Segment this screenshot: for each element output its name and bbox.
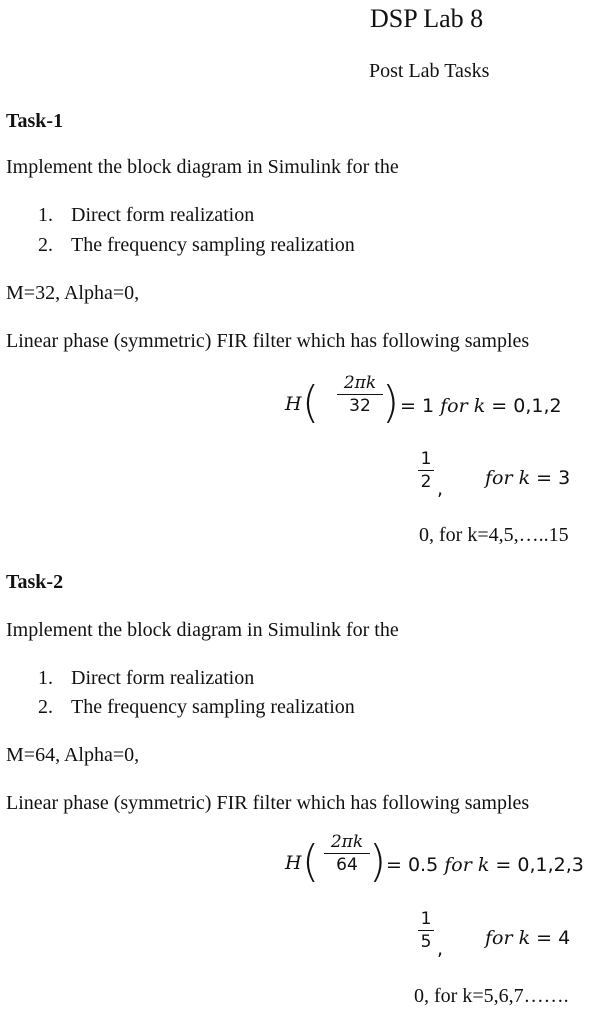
eq-line2: for k = 3 xyxy=(485,467,571,489)
eq-line2-bar xyxy=(418,470,434,471)
eq-left-paren: ( xyxy=(302,377,320,428)
page-title: DSP Lab 8 xyxy=(370,4,484,33)
eq-line3: 0, for k=4,5,…..15 xyxy=(419,524,569,546)
task2-params: M=64, Alpha=0, xyxy=(6,744,140,766)
eq-h-symbol: H xyxy=(285,393,302,415)
eq-line3: 0, for k=5,6,7……. xyxy=(414,985,569,1007)
eq-line2-denominator: 2 xyxy=(420,472,432,492)
eq-fraction-numerator: 2πk xyxy=(343,373,377,393)
eq-left-paren: ( xyxy=(302,836,320,887)
list-number: 2. xyxy=(38,696,53,718)
eq-fraction-numerator: 2πk xyxy=(330,832,364,852)
eq-line1: = 1 for k = 0,1,2 xyxy=(400,395,562,417)
eq-right-paren: ) xyxy=(369,836,387,887)
task1-list-item-1 xyxy=(38,204,254,227)
eq-line2-fraction xyxy=(418,449,434,492)
eq-line2-bar xyxy=(418,930,434,931)
eq-fraction xyxy=(324,832,370,875)
eq-line1: = 0.5 for k = 0,1,2,3 xyxy=(386,854,584,876)
eq-fraction-bar xyxy=(337,394,383,395)
list-text: The frequency sampling realization xyxy=(71,696,355,718)
eq-fraction xyxy=(337,373,383,416)
list-text: Direct form realization xyxy=(71,204,255,226)
eq-line2-comma: , xyxy=(437,478,444,500)
task1-heading: Task-1 xyxy=(6,110,64,132)
eq-line2-numerator: 1 xyxy=(420,449,432,469)
list-number: 1. xyxy=(38,204,53,226)
list-number: 2. xyxy=(38,234,53,256)
task1-params: M=32, Alpha=0, xyxy=(6,282,140,304)
eq-line2-denominator: 5 xyxy=(420,932,432,952)
eq-right-paren: ) xyxy=(382,377,400,428)
eq-line2-numerator: 1 xyxy=(420,909,432,929)
task2-list-item-1 xyxy=(38,667,254,690)
eq-fraction-bar xyxy=(324,853,370,854)
eq-fraction-denominator: 32 xyxy=(349,396,371,416)
list-text: Direct form realization xyxy=(71,667,255,689)
list-number: 1. xyxy=(38,667,53,689)
eq-line2-fraction xyxy=(418,909,434,952)
task2-heading: Task-2 xyxy=(6,571,64,593)
task2-list-item-2 xyxy=(38,696,355,719)
page-subtitle: Post Lab Tasks xyxy=(369,60,490,82)
task1-intro: Implement the block diagram in Simulink for the xyxy=(6,156,399,178)
task1-list-item-2 xyxy=(38,234,355,257)
eq-line2-comma: , xyxy=(437,938,444,960)
list-text: The frequency sampling realization xyxy=(71,234,355,256)
eq-h-symbol: H xyxy=(285,852,302,874)
task2-filter-desc: Linear phase (symmetric) FIR filter which has following samples xyxy=(6,792,530,814)
task2-intro: Implement the block diagram in Simulink for the xyxy=(6,619,399,641)
task1-filter-desc: Linear phase (symmetric) FIR filter which has following samples xyxy=(6,330,530,352)
eq-line2: for k = 4 xyxy=(485,927,571,949)
eq-fraction-denominator: 64 xyxy=(336,855,358,875)
